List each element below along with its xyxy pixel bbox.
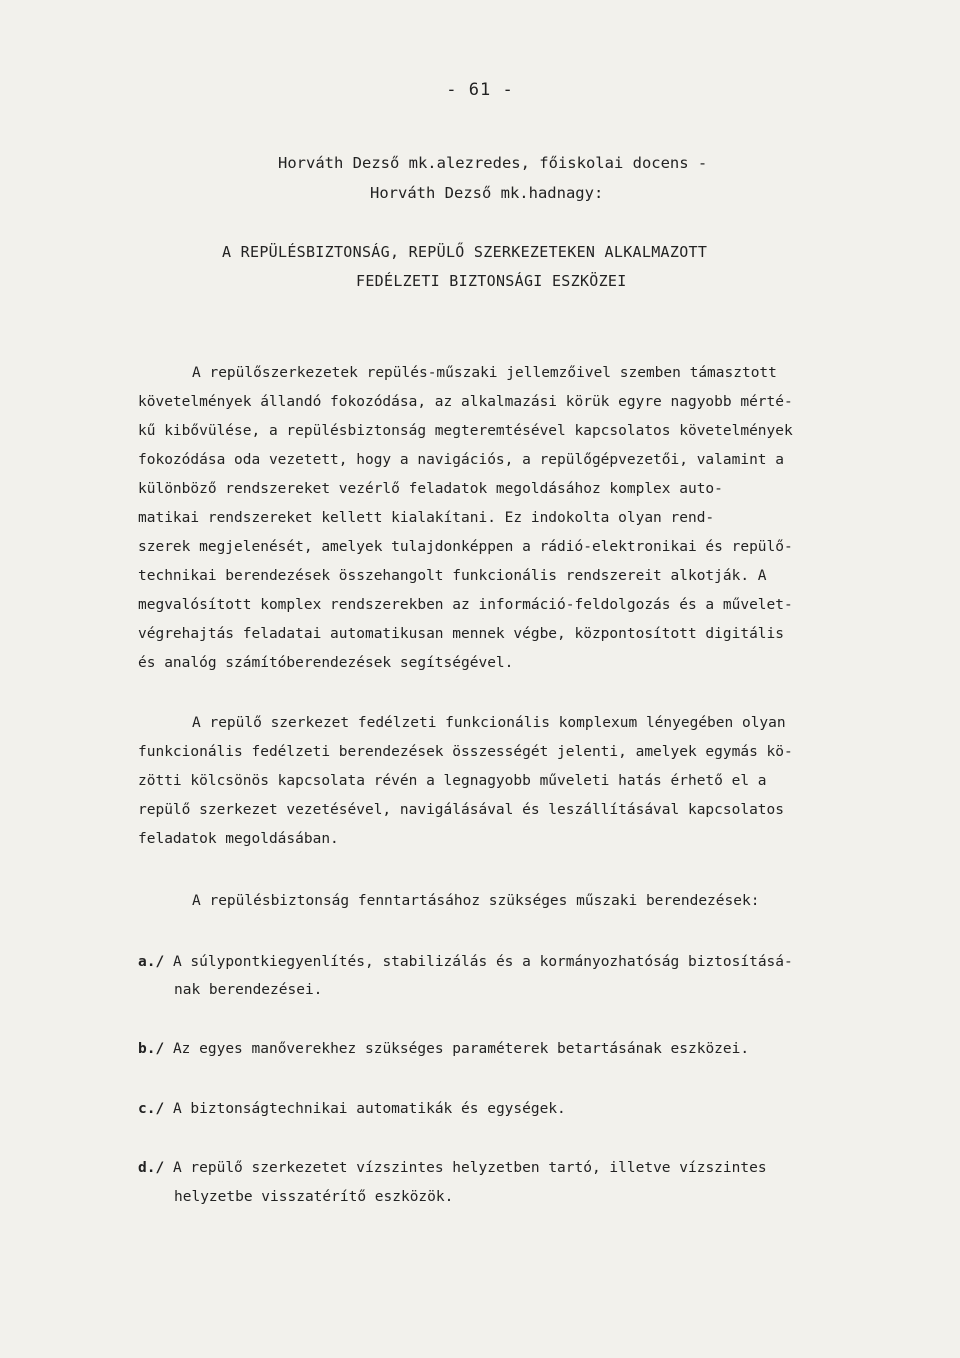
title-line-2: FEDÉLZETI BIZTONSÁGI ESZKÖZEI bbox=[356, 272, 627, 290]
paragraph-1-line: technikai berendezések összehangolt funkcionális rendszereit alkotják. A bbox=[138, 568, 767, 584]
title-line-1: A REPÜLÉSBIZTONSÁG, REPÜLŐ SZERKEZETEKEN ALKALMAZOTT bbox=[222, 243, 708, 261]
paragraph-3: A repülésbiztonság fenntartásához szükséges műszaki berendezések: bbox=[192, 893, 760, 909]
list-item-a-continuation: nak berendezései. bbox=[174, 982, 323, 998]
list-item-c bbox=[138, 1099, 854, 1119]
paragraph-1-line: szerek megjelenését, amelyek tulajdonképpen a rádió-elektronikai és repülő- bbox=[138, 539, 793, 555]
list-item-a bbox=[138, 952, 854, 972]
list-item-text: A súlypontkiegyenlítés, stabilizálás és a kormányozhatóság biztosításá- bbox=[172, 954, 793, 970]
paragraph-1-line: matikai rendszereket kellett kialakítani. Ez indokolta olyan rend- bbox=[138, 510, 715, 526]
list-item-label: d./ bbox=[138, 1160, 165, 1176]
paragraph-1-line: követelmények állandó fokozódása, az alkalmazási körük egyre nagyobb mérté- bbox=[138, 394, 793, 410]
paragraph-2-line: zötti kölcsönös kapcsolata révén a legnagyobb műveleti hatás érhető el a bbox=[138, 773, 767, 789]
paragraph-1-line: kű kibővülése, a repülésbiztonság megteremtésével kapcsolatos követelmények bbox=[138, 423, 793, 439]
paragraph-1-line: végrehajtás feladatai automatikusan mennek végbe, központosított digitális bbox=[138, 626, 785, 642]
list-item-label: c./ bbox=[138, 1101, 165, 1117]
list-item-text: A biztonságtechnikai automatikák és egységek. bbox=[172, 1101, 566, 1117]
list-item-label: a./ bbox=[138, 954, 165, 970]
paragraph-1-line: különböző rendszereket vezérlő feladatok megoldásához komplex auto- bbox=[138, 481, 723, 497]
page-number: - 61 - bbox=[446, 80, 514, 100]
paragraph-2-line: repülő szerkezet vezetésével, navigálásával és leszállításával kapcsolatos bbox=[138, 802, 785, 818]
paragraph-2-line: A repülő szerkezet fedélzeti funkcionális komplexum lényegében olyan bbox=[192, 715, 786, 731]
list-item-text: Az egyes manőverekhez szükséges paraméterek betartásának eszközei. bbox=[172, 1041, 750, 1057]
paragraph-2-line: funkcionális fedélzeti berendezések összességét jelenti, amelyek egymás kö- bbox=[138, 744, 793, 760]
paragraph-1-line: A repülőszerkezetek repülés-műszaki jellemzőivel szemben támasztott bbox=[192, 365, 777, 381]
paragraph-1-line: megvalósított komplex rendszerekben az információ-feldolgozás és a művelet- bbox=[138, 597, 793, 613]
list-item-b bbox=[138, 1039, 854, 1059]
list-item-d bbox=[138, 1158, 854, 1178]
list-item-label: b./ bbox=[138, 1041, 165, 1057]
paragraph-1-line: és analóg számítóberendezések segítségével. bbox=[138, 655, 514, 671]
list-item-text: A repülő szerkezetet vízszintes helyzetben tartó, illetve vízszintes bbox=[172, 1160, 767, 1176]
author-line-2: Horváth Dezső mk.hadnagy: bbox=[370, 184, 604, 202]
paragraph-1-line: fokozódása oda vezetett, hogy a navigációs, a repülőgépvezetői, valamint a bbox=[138, 452, 785, 468]
paragraph-2-line: feladatok megoldásában. bbox=[138, 831, 339, 847]
list-item-d-continuation: helyzetbe visszatérítő eszközök. bbox=[174, 1189, 454, 1205]
author-line-1: Horváth Dezső mk.alezredes, főiskolai docens - bbox=[278, 154, 708, 172]
